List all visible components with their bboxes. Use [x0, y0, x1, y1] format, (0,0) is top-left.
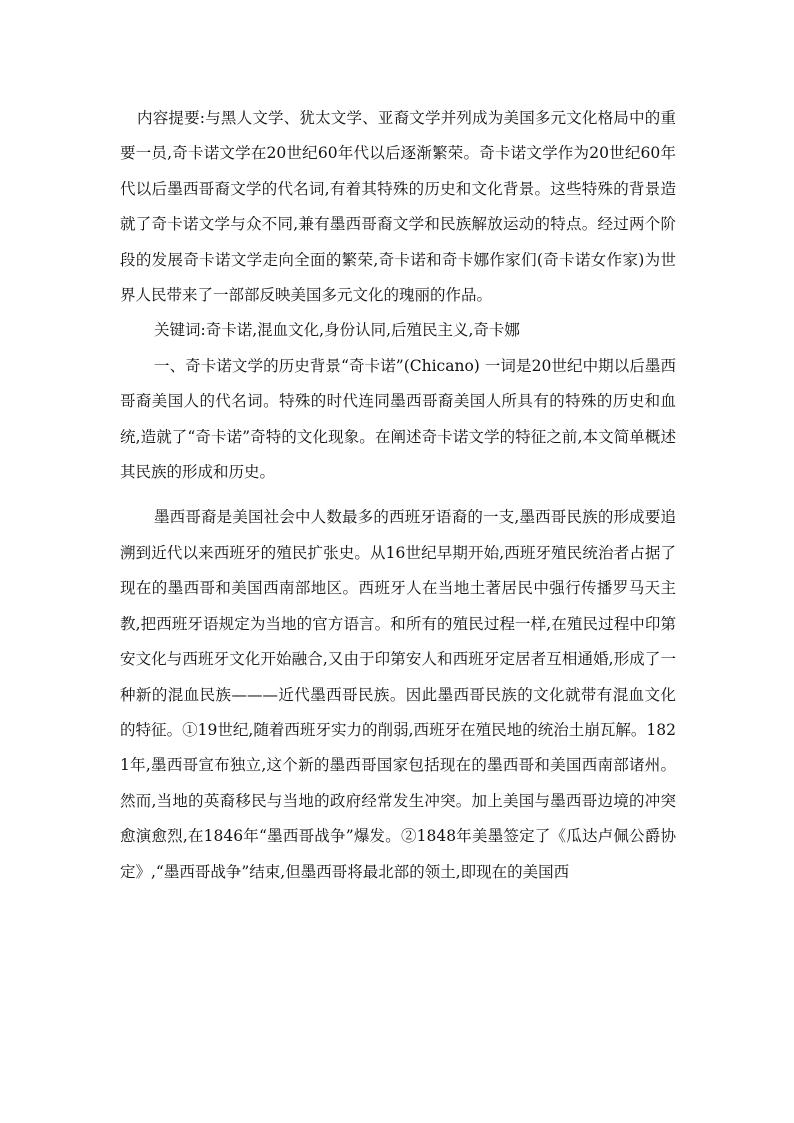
section-one-intro-paragraph: 一、奇卡诺文学的历史背景“奇卡诺”(Chicano) 一词是20世纪中期以后墨西哥裔美国人的代名词。特殊的时代连同墨西哥裔美国人所具有的特殊的历史和血统,造就了“奇卡诺”奇特的文化现象。在阐述奇卡诺文学的特征之前,本文简单概述其民族的形成和历史。	[120, 356, 676, 482]
history-paragraph: 墨西哥裔是美国社会中人数最多的西班牙语裔的一支,墨西哥民族的形成要追溯到近代以来西班牙的殖民扩张史。从16世纪早期开始,西班牙殖民统治者占据了现在的墨西哥和美国西南部地区。西班牙人在当地土著居民中强行传播罗马天主教,把西班牙语规定为当地的官方语言。和所有的殖民过程一样,在殖民过程中印第安文化与西班牙文化开始融合,又由于印第安人和西班牙定居者互相通婚,形成了一种新的混血民族———近代墨西哥民族。因此墨西哥民族的文化就带有混血文化的特征。①19世纪,随着西班牙实力的削弱,西班牙在殖民地的统治土崩瓦解。1821年,墨西哥宣布独立,这个新的墨西哥国家包括现在的墨西哥和美国西南部诸州。然而,当地的英裔移民与当地的政府经常发生冲突。加上美国与墨西哥边境的冲突愈演愈烈,在1846年“墨西哥战争”爆发。②1848年美墨签定了《瓜达卢佩公爵协定》,“墨西哥战争”结束,但墨西哥将最北部的领土,即现在的美国西	[120, 508, 676, 881]
abstract-paragraph: 内容提要:与黑人文学、犹太文学、亚裔文学并列成为美国多元文化格局中的重要一员,奇卡诺文学在20世纪60年代以后逐渐繁荣。奇卡诺文学作为20世纪60年代以后墨西哥裔文学的代名词,有着其特殊的历史和文化背景。这些特殊的背景造就了奇卡诺文学与众不同,兼有墨西哥裔文学和民族解放运动的特点。经过两个阶段的发展奇卡诺文学走向全面的繁荣,奇卡诺和奇卡娜作家们(奇卡诺女作家)为世界人民带来了一部部反映美国多元文化的瑰丽的作品。	[120, 109, 676, 305]
document-body	[120, 101, 676, 890]
keywords-paragraph: 关键词:奇卡诺,混血文化,身份认同,后殖民主义,奇卡娜	[154, 321, 520, 340]
